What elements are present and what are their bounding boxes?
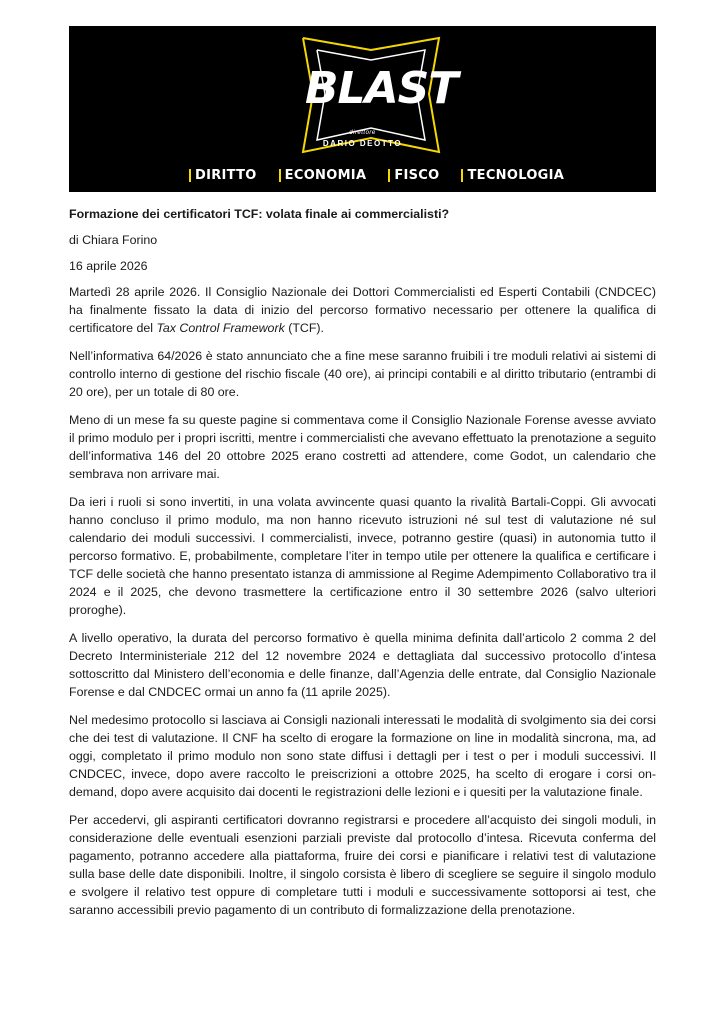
- paragraph-1-text: Martedì 28 aprile 2026. Il Consiglio Nazionale dei Dottori Commercialisti ed Esperti Contabili (CNDCEC) ha finalmente fissato la data di inizio del percorso formativo necessario per ottenere la qualifica di certificatore del: [69, 285, 656, 335]
- paragraph-1-italic: Tax Control Framework: [156, 321, 285, 335]
- section-bar-icon: [388, 169, 390, 182]
- section-economia: [279, 168, 367, 183]
- section-bar-icon: [279, 169, 281, 182]
- section-label: FISCO: [394, 168, 440, 183]
- paragraph-4: Da ieri i ruoli si sono invertiti, in una volata avvincente quasi quanto la rivalità Bartali-Coppi. Gli avvocati hanno concluso il primo modulo, ma non hanno ricevuto istruzioni né sul test di valutazione né sul calendario dei moduli successivi. I commercialisti, invece, potranno gestire (quasi) in autonomia tutto il percorso formativo. E, probabilmente, completare l’iter in tempo utile per ottenere la qualifica e certificare i TCF delle società che hanno presentato istanza di ammissione al Regime Adempimento Collaborativo tra il 2024 e il 2025, che devono trasmettere la certificazione entro il 30 settembre 2026 (salvo ulteriori proroghe).: [69, 495, 656, 617]
- article-author: di Chiara Forino: [69, 233, 158, 247]
- article-body: [69, 205, 656, 929]
- section-fisco: [388, 168, 439, 183]
- article-title: Formazione dei certificatori TCF: volata finale ai commercialisti?: [69, 207, 450, 221]
- section-label: TECNOLOGIA: [467, 168, 565, 183]
- director-label: direttore: [349, 130, 376, 136]
- section-bar-icon: [461, 169, 463, 182]
- paragraph-3: Meno di un mese fa su queste pagine si commentava come il Consiglio Nazionale Forense avesse avviato il primo modulo per i propri iscritti, mentre i commercialisti che avevano effettuato la prenotazione a seguito dell’informativa 146 del 20 ottobre 2025 erano costretti ad attendere, come Godot, un calendario che sembrava non arrivare mai.: [69, 413, 656, 481]
- director-name: DARIO DEOTTO: [322, 139, 403, 148]
- section-diritto: [189, 168, 257, 183]
- logo-text: BLAST: [305, 63, 458, 114]
- paragraph-5: A livello operativo, la durata del percorso formativo è quella minima definita dall’articolo 2 comma 2 del Decreto Interministeriale 212 del 12 novembre 2024 e dettagliata dal successivo protocollo d’intesa sottoscritto dal Ministero dell’economia e delle finanze, dall’Agenzia delle entrate, dal Consiglio Nazionale Forense e dal CNDCEC ormai un anno fa (11 aprile 2025).: [69, 631, 656, 699]
- paragraph-1: [69, 283, 656, 337]
- blast-banner: [69, 26, 656, 192]
- section-bar-icon: [189, 169, 191, 182]
- section-tecnologia: [461, 168, 564, 183]
- section-label: DIRITTO: [195, 168, 257, 183]
- paragraph-2: Nell’informativa 64/2026 è stato annunciato che a fine mese saranno fruibili i tre moduli relativi ai sistemi di controllo interno di gestione del rischio fiscale (40 ore), ai principi contabili e al diritto tributario (entrambi di 20 ore), per un totale di 80 ore.: [69, 349, 656, 399]
- paragraph-1-tail: (TCF).: [284, 321, 325, 335]
- section-label: ECONOMIA: [284, 168, 367, 183]
- paragraph-6: Nel medesimo protocollo si lasciava ai Consigli nazionali interessati le modalità di svolgimento sia dei corsi che dei test di valutazione. Il CNF ha scelto di erogare la formazione on line in modalità sincrona, ma, ad oggi, completato il primo modulo non sono state diffusi i dettagli per i test o per i moduli successivi. Il CNDCEC, invece, dopo avere raccolto le preiscrizioni a ottobre 2025, ha scelto di erogare i corsi on-demand, dopo avere acquisito dai docenti le registrazioni delle lezioni e i quesiti per la valutazione finale.: [69, 713, 656, 799]
- paragraph-7: Per accedervi, gli aspiranti certificatori dovranno registrarsi e procedere all’acquisto dei singoli moduli, in considerazione delle eventuali esenzioni parziali previste dal protocollo d’intesa. Ricevuta conferma del pagamento, potranno accedere alla piattaforma, fruire dei corsi e pianificare i relativi test di valutazione sulla base delle date disponibili. Inoltre, il singolo corsista è libero di scegliere se seguire il singolo modulo e svolgere il relativo test oppure di completare tutti i moduli e successivamente sottoporsi ai test, che saranno accessibili previo pagamento di un contributo di formalizzazione della prenotazione.: [69, 813, 656, 917]
- section-nav: [189, 168, 564, 183]
- article-date: 16 aprile 2026: [69, 259, 148, 273]
